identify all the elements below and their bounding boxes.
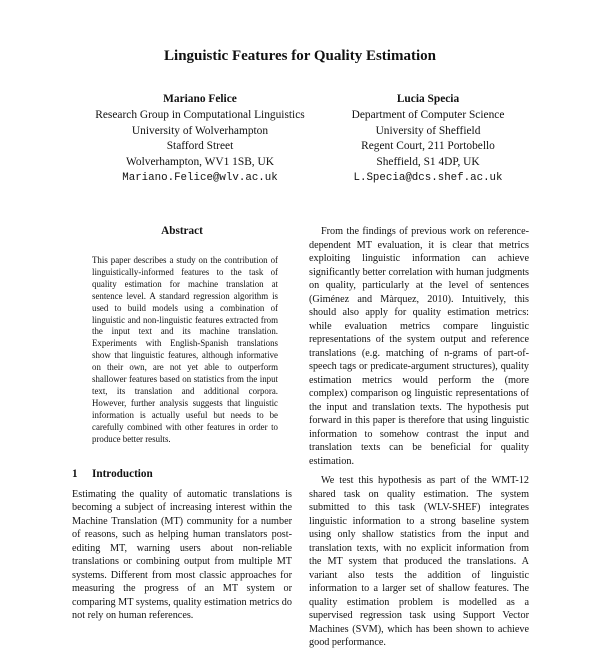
author-email: Mariano.Felice@wlv.ac.uk bbox=[122, 171, 278, 184]
author-affiliation-line: Department of Computer Science bbox=[351, 108, 505, 121]
right-column bbox=[309, 225, 529, 650]
introduction-paragraph: Estimating the quality of automatic translations is becoming a subject of increasing interest within the Machine Translation (MT) community for a number of reasons, such as helping human translators post-editing MT, warning users about non-reliable translations or combining output from multiple MT systems. Different from most classic approaches for measuring the progress of an MT system or comparing MT systems, quality estimation metrics do not rely on human references. bbox=[72, 488, 292, 621]
body-paragraph: We test this hypothesis as part of the WMT-12 shared task on quality estimation. The system submitted to this task (WLV-SHEF) integrates linguistic information to a strong baseline system using only shallow statistics from the input and translation texts, with no explicit information from the MT system that produced the translations. A variant also tests the addition of linguistic information to a larger set of shallow features. The quality estimation problem is modelled as a supervised regression task using Support Vector Machines (SVM), which has been shown to achieve good performance. bbox=[309, 475, 529, 648]
author-name: Mariano Felice bbox=[163, 93, 237, 105]
author-block-specia bbox=[318, 92, 538, 187]
left-column bbox=[72, 225, 292, 623]
section-heading-introduction bbox=[72, 468, 292, 480]
author-affiliation-line: Research Group in Computational Linguistics bbox=[95, 108, 305, 121]
section-number: 1 bbox=[72, 467, 78, 480]
author-affiliation-line: Wolverhampton, WV1 1SB, UK bbox=[126, 156, 274, 169]
author-affiliation-line: University of Sheffield bbox=[375, 124, 481, 137]
body-paragraph: From the findings of previous work on reference-dependent MT evaluation, it is clear that metrics exploiting linguistic information can achieve significantly better correlation with human judgments on quality, particularly at the level of sentences (Giménez and Màrquez, 2010). Intuitively, this should also apply for quality estimation metrics: while evaluation metrics compare linguistic representations of the system output and reference translations (e.g. matching of n-grams of part-of-speech tags or predicate-argument structures), quality estimation metrics would perform the (more complex) comparison og linguistic representations of the input and translation texts. The hypothesis put forward in this paper is therefore that using linguistic information to somehow contrast the input and translation texts can be beneficial for quality estimation. bbox=[309, 226, 529, 467]
author-affiliation-line: Sheffield, S1 4DP, UK bbox=[376, 156, 480, 169]
author-email: L.Specia@dcs.shef.ac.uk bbox=[353, 171, 503, 184]
abstract-text: This paper describes a study on the contribution of linguistically-informed features to the task of quality estimation for machine translation at sentence level. A standard regression algorithm is used to build models using a combination of linguistic and non-linguistic features extracted from the input text and its machine translation. Experiments with English-Spanish translations show that linguistic features, although informative on their own, are not yet able to outperform shallower features based on statistics from the input text, its translation and additional corpora. However, further analysis suggests that linguistic information is actually useful but needs to be carefully combined with other features in order to produce better results. bbox=[92, 255, 278, 444]
author-affiliation-line: Stafford Street bbox=[166, 140, 234, 153]
abstract-heading: Abstract bbox=[161, 225, 203, 237]
author-affiliation-line: Regent Court, 211 Portobello bbox=[361, 140, 495, 153]
author-block-felice bbox=[82, 92, 318, 187]
section-title: Introduction bbox=[92, 467, 153, 480]
author-affiliation-line: University of Wolverhampton bbox=[131, 124, 269, 137]
paper-title: Linguistic Features for Quality Estimation bbox=[164, 48, 436, 64]
author-name: Lucia Specia bbox=[396, 93, 460, 105]
